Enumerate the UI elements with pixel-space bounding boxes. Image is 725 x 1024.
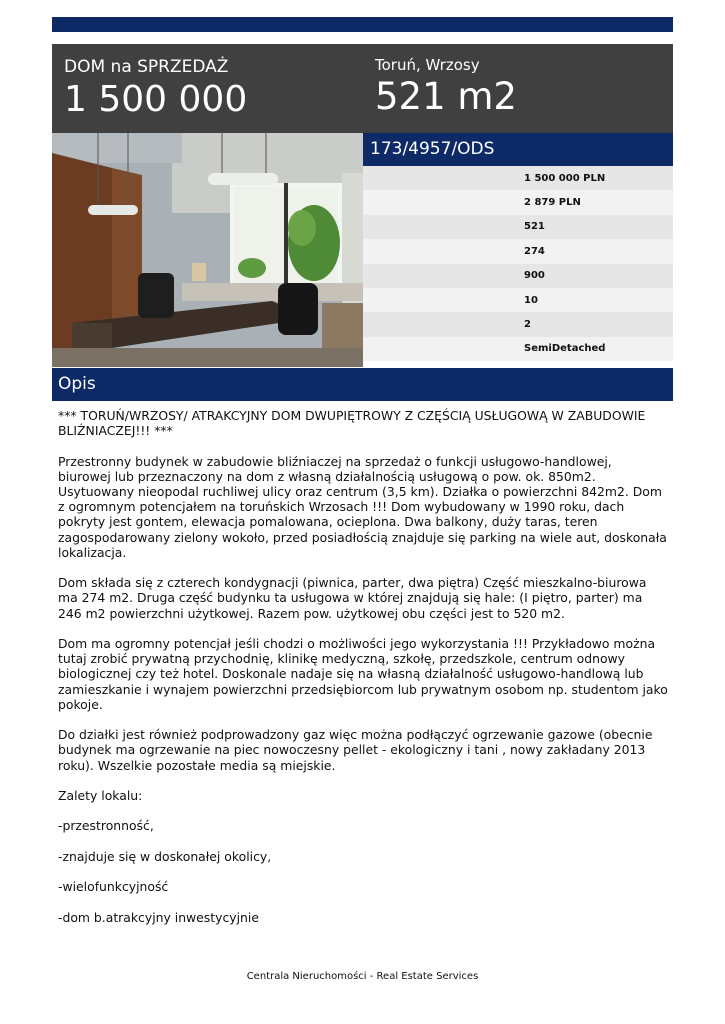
- fact-row: 10: [363, 288, 673, 312]
- description-paragraph: Dom składa się z czterech kondygnacji (piwnica, parter, dwa piętra) Część mieszkalno-biurowa ma 274 m2. Druga część budynku ta usługowa w której znajdują się hale: (I piętro, parter) ma 246 m2 powierzchni użytkowej. Razem pow. użytkowej obu części jest to 520 m2.: [58, 575, 647, 621]
- fact-row: 1 500 000 PLN: [363, 166, 673, 190]
- description-heading: Opis: [52, 368, 673, 401]
- fact-row: SemiDetached: [363, 337, 673, 361]
- description-body: [58, 408, 668, 940]
- property-type: DOM na SPRZEDAŻ: [64, 57, 229, 77]
- description-paragraph: Do działki jest również podprowadzony gaz więc można podłączyć ogrzewanie gazowe (obecnie budynek ma ogrzewanie na piec nowoczesny pellet - ekologiczny i tani , nowy zakładany 2013 roku). Wszelkie pozostałe media są miejskie.: [58, 727, 653, 773]
- listing-reference: 173/4957/ODS: [363, 133, 673, 166]
- property-area: 521 m2: [375, 75, 517, 118]
- description-paragraph: -wielofunkcyjność: [58, 879, 169, 895]
- listing-header: [52, 44, 673, 133]
- fact-row: 900: [363, 264, 673, 288]
- description-paragraph: Przestronny budynek w zabudowie bliźniaczej na sprzedaż o funkcji usługowo-handlowej, biurowej lub przeznaczony na dom z własną działalnością usługową o pow. ok. 850m2. Usytuowany nieopodal ruchliwej ulicy oraz centrum (3,5 km). Działka o powierzchni 842m2. Dom z ogromnym potencjałem na toruńskich Wrzosach !!! Dom wybudowany w 1990 roku, dach pokryty jest gontem, elewacja pomalowana, ocieplona. Dwa balkony, duży taras, teren zagospodarowany zielony wokoło, przed posiadłością znajduje się parking na wiele aut, doskonała lokalizacja.: [58, 453, 667, 560]
- property-photo: [52, 133, 363, 367]
- header-right: [375, 55, 517, 118]
- header-left: [64, 56, 247, 121]
- description-paragraph: *** TORUŃ/WRZOSY/ ATRAKCYJNY DOM DWUPIĘTROWY Z CZĘŚCIĄ USŁUGOWĄ W ZABUDOWIE BLIŹNIACZEJ!!! ***: [58, 408, 646, 439]
- description-paragraph: Zalety lokalu:: [58, 788, 143, 803]
- description-paragraph: -dom b.atrakcyjny inwestycyjnie: [58, 909, 259, 925]
- fact-row: 274: [363, 239, 673, 263]
- office-interior-image: [52, 133, 363, 367]
- description-paragraph: -przestronność,: [58, 818, 154, 834]
- description-paragraph: Dom ma ogromny potencjał jeśli chodzi o możliwości jego wykorzystania !!! Przykładowo można tutaj zrobić prywatną przychodnię, klinikę medyczną, szkołę, przedszkole, centrum odnowy biologicznej czy też hotel. Doskonale nadaje się na własną działalność usługowo-handlową lub zamieszkanie i wynajem powierzchni przedsiębiorcom lub prywatnym osobom np. studentom jako pokoje.: [58, 636, 668, 712]
- top-accent-bar: [52, 17, 673, 32]
- description-paragraph: -znajduje się w doskonałej okolicy,: [58, 848, 272, 864]
- fact-row: 521: [363, 215, 673, 239]
- listing-facts-table: [363, 166, 673, 361]
- property-price: 1 500 000: [64, 79, 248, 120]
- page-footer: Centrala Nieruchomości - Real Estate Services: [246, 971, 479, 982]
- fact-row: 2 879 PLN: [363, 190, 673, 214]
- property-location: Toruń, Wrzosy: [375, 56, 480, 74]
- fact-row: 2: [363, 312, 673, 336]
